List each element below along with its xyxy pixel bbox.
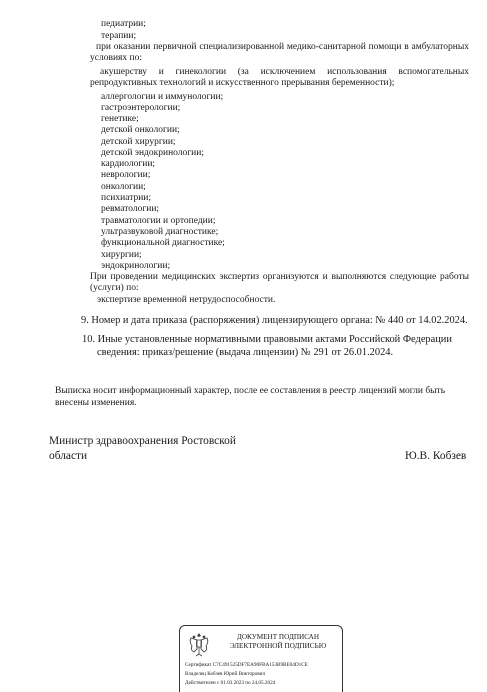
specialty-item: онкологии; xyxy=(101,182,146,192)
list-item: педиатрии; xyxy=(101,19,146,29)
stamp-owner: Владелец Кобзев Юрий Викторович xyxy=(185,671,266,677)
point-9: 9. Номер и дата приказа (распоряжения) лицензирующего органа: № 440 от 14.02.2024. xyxy=(81,315,468,326)
stamp-validity: Действителен с 01.03.2023 по 24.05.2024 xyxy=(185,680,276,686)
expertise-item: экспертизе временной нетрудоспособности. xyxy=(97,295,276,305)
stamp-heading xyxy=(220,633,336,651)
signatory-position-line2: области xyxy=(49,450,88,462)
specialty-item: психиатрии; xyxy=(101,193,152,203)
specialty-item: аллергологии и иммунологии; xyxy=(101,92,224,102)
e-signature-stamp xyxy=(179,625,343,692)
specialty-item: хирургии; xyxy=(101,250,142,260)
specialty-item: детской эндокринологии; xyxy=(101,148,204,158)
point-10-line2: сведения: приказ/решение (выдача лицензии) № 291 от 26.01.2024. xyxy=(97,347,394,358)
list-item: терапии; xyxy=(101,31,137,41)
obstetrics-item: акушерству и гинекологии (за исключением использования вспомогательных репродуктивных технологий и искусственного прерывания беременности); xyxy=(90,67,469,89)
expertise-intro: При проведении медицинских экспертиз организуются и выполняются следующие работы (услуги) по: xyxy=(90,272,469,294)
specialty-item: детской онкологии; xyxy=(101,125,180,135)
specialty-item: неврологии; xyxy=(101,170,151,180)
signatory-name: Ю.В. Кобзев xyxy=(405,450,467,462)
specialty-item: эндокринологии; xyxy=(101,261,171,271)
specialty-item: гастроэнтерологии; xyxy=(101,103,181,113)
disclaimer-note: Выписка носит информационный характер, после ее составления в реестр лицензий могли быть внесены изменения. xyxy=(55,386,446,408)
specialty-item: генетике; xyxy=(101,114,139,124)
point-10-line1: 10. Иные установленные нормативными правовыми актами Российской Федерации xyxy=(82,334,452,345)
signatory-position-line1: Министр здравоохранения Ростовской xyxy=(49,435,236,447)
primary-care-intro: при оказании первичной специализированной медико-санитарной помощи в амбулаторных условиях по: xyxy=(90,42,469,64)
coat-of-arms-icon xyxy=(188,632,210,658)
specialty-item: кардиологии; xyxy=(101,159,156,169)
specialty-item: ультразвуковой диагностике; xyxy=(101,227,219,237)
specialty-item: травматологии и ортопедии; xyxy=(101,216,216,226)
specialty-item: детской хирургии; xyxy=(101,137,176,147)
specialty-item: ревматологии; xyxy=(101,204,160,214)
specialty-item: функциональной диагностике; xyxy=(101,238,225,248)
stamp-certificate: Сертификат C7C491525DF7EA90FBA153B9BE04D1CE xyxy=(185,662,308,668)
stamp-heading-line1: ДОКУМЕНТ ПОДПИСАН xyxy=(236,633,320,641)
stamp-heading-line2: ЭЛЕКТРОННОЙ ПОДПИСЬЮ xyxy=(229,642,327,650)
